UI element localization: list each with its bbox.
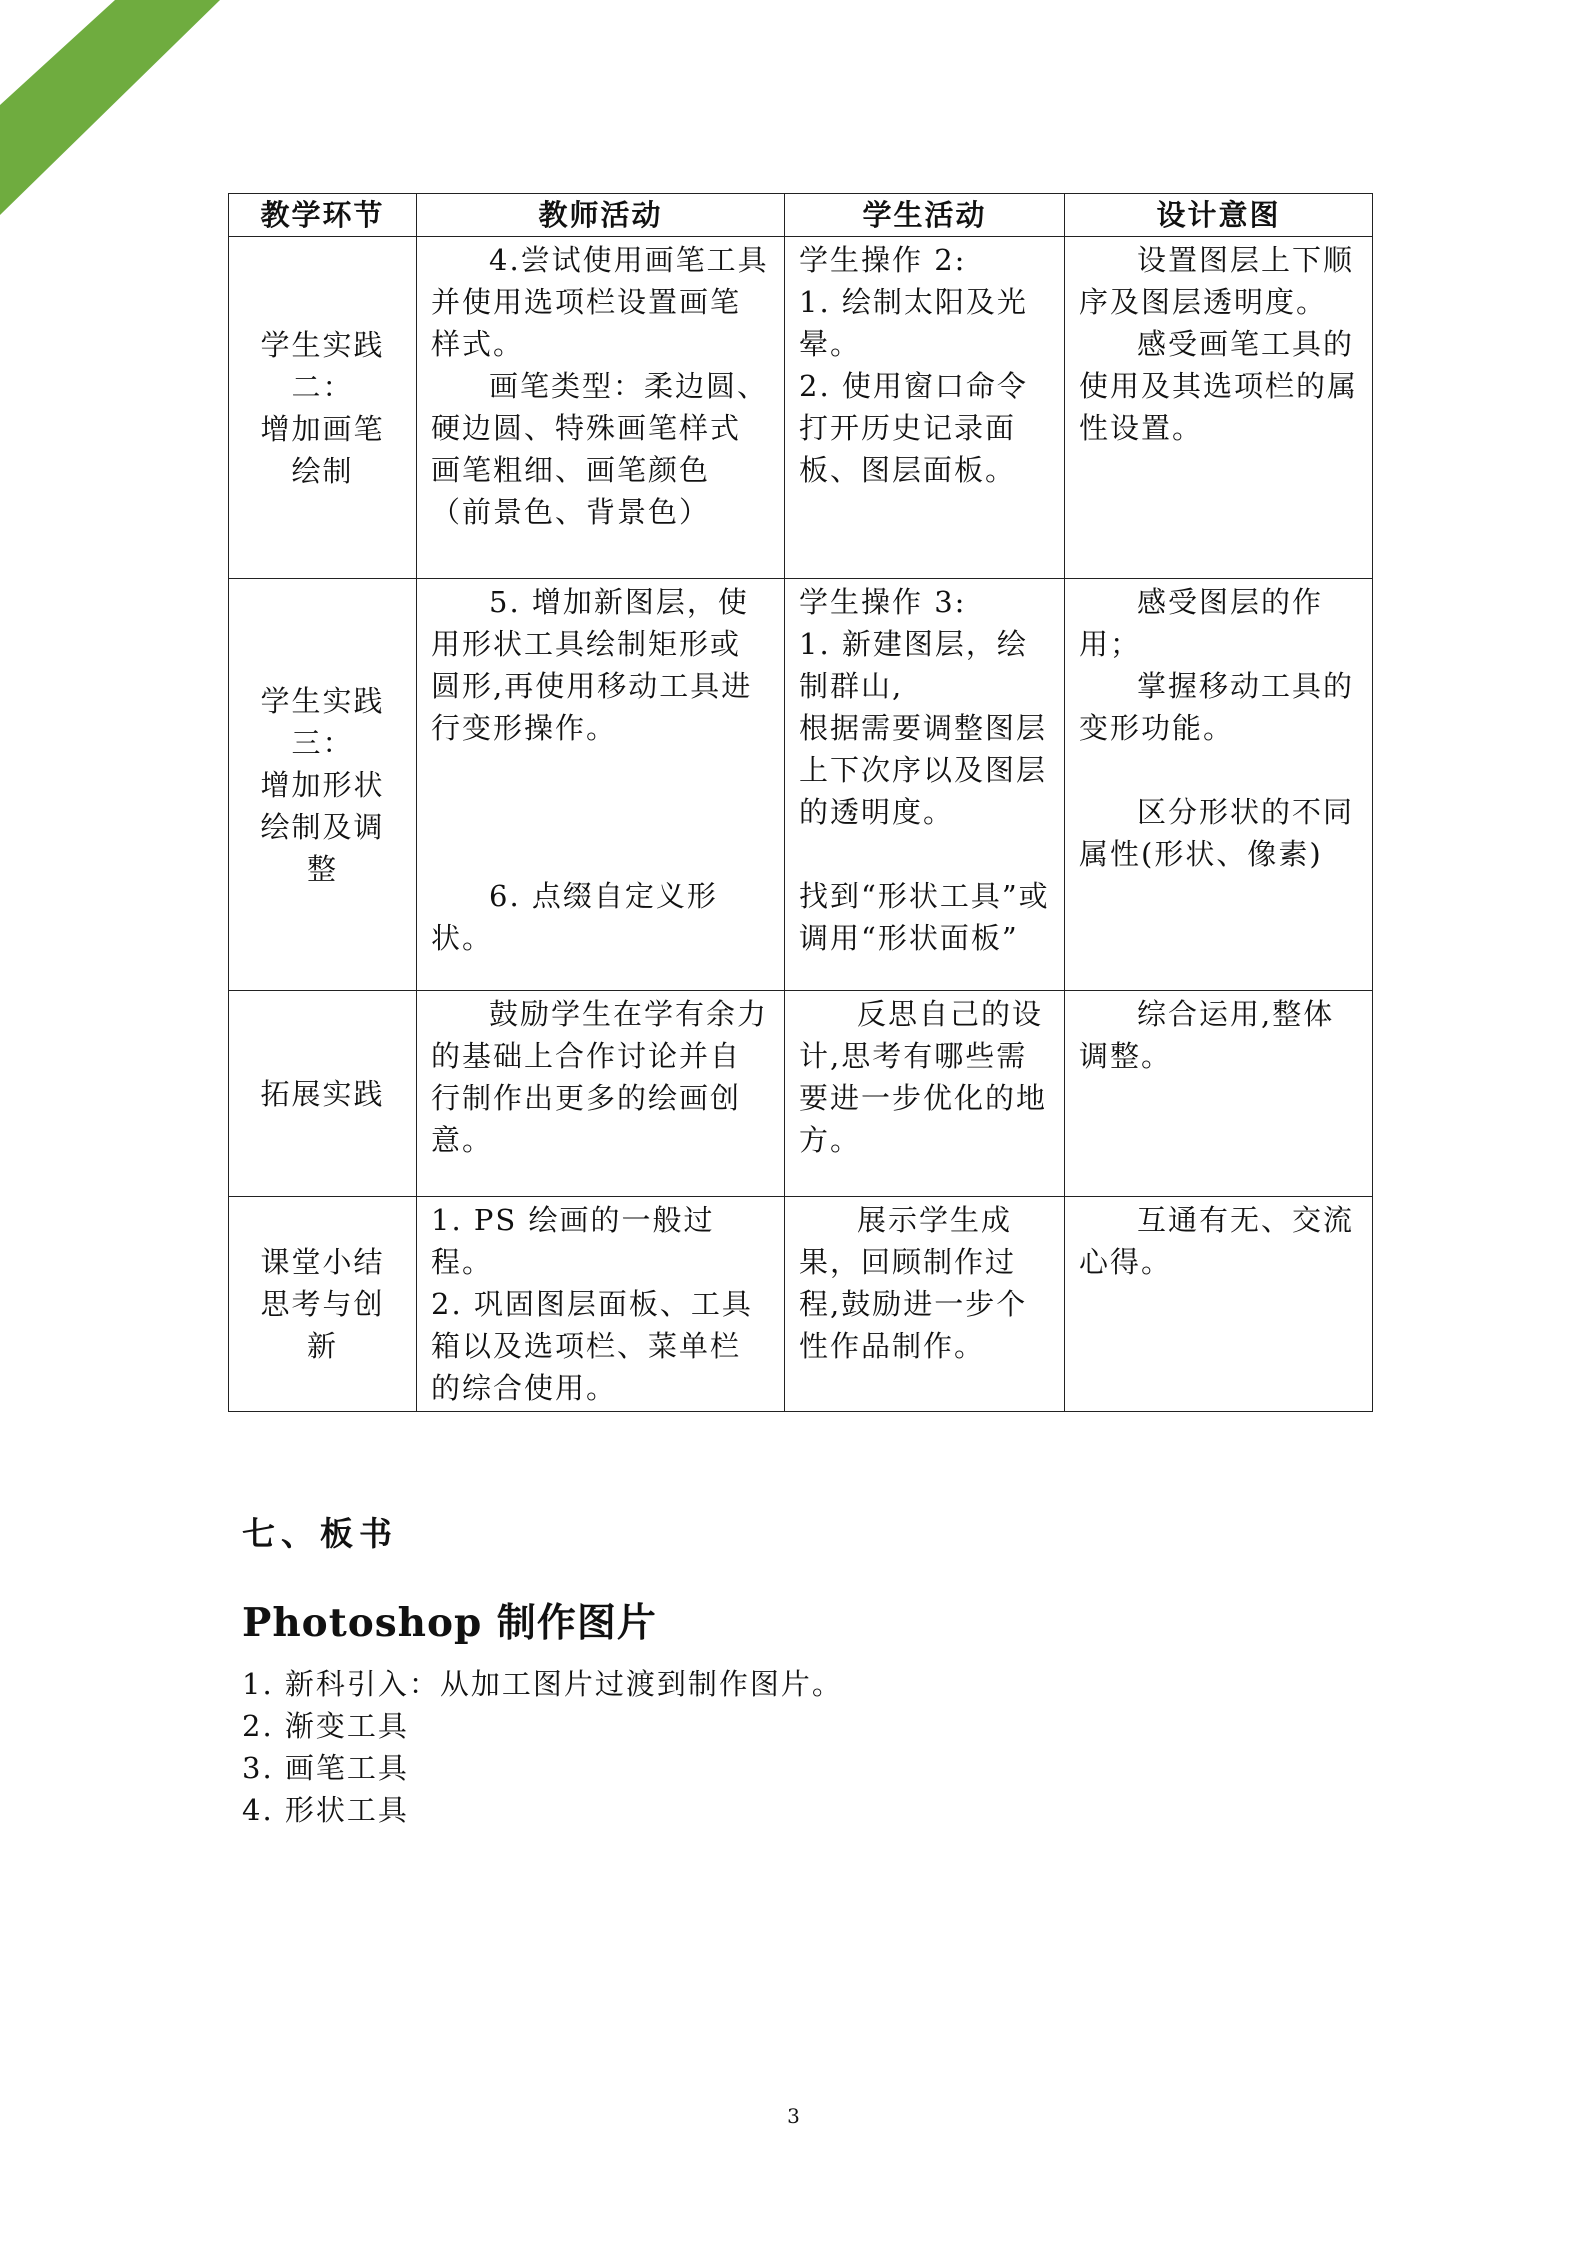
paragraph-spacer	[799, 833, 1050, 875]
cell-paragraph: 掌握移动工具的变形功能。	[1079, 669, 1355, 745]
board-item: 4. 形状工具	[242, 1793, 409, 1827]
stage-line: 绘制及调	[260, 809, 385, 844]
header-stage: 教学环节	[229, 194, 417, 237]
cell-paragraph: 展示学生成果，回顾制作过程,鼓励进一步个性作品制作。	[799, 1203, 1028, 1363]
header-student-activity: 学生活动	[785, 194, 1065, 237]
teacher-activity-cell	[417, 579, 785, 991]
student-activity-cell	[785, 579, 1065, 991]
cell-paragraph: 感受图层的作用；	[1079, 585, 1324, 661]
stage-line: 绘制	[291, 453, 354, 488]
cell-paragraph: 1. PS 绘画的一般过程。	[431, 1203, 715, 1279]
header-design-intent: 设计意图	[1065, 194, 1373, 237]
stage-line: 拓展实践	[260, 1076, 385, 1111]
stage-cell	[229, 991, 417, 1197]
cell-paragraph: 反思自己的设计,思考有哪些需要进一步优化的地方。	[799, 997, 1048, 1157]
table-row	[229, 1197, 1373, 1412]
design-intent-cell	[1065, 991, 1373, 1197]
cell-paragraph: 区分形状的不同属性(形状、像素)	[1079, 795, 1355, 871]
stage-line: 学生实践	[260, 327, 385, 362]
stage-line: 思考与创	[260, 1287, 385, 1321]
table-header-row	[229, 194, 1373, 237]
corner-decoration	[0, 0, 220, 215]
board-item: 3. 画笔工具	[242, 1751, 409, 1785]
board-list	[242, 1663, 843, 1831]
cell-paragraph: 找到“形状工具”或调用“形状面板”	[799, 879, 1050, 955]
stage-line: 二：	[291, 369, 354, 404]
lesson-plan-table	[228, 193, 1373, 1412]
cell-paragraph: 学生操作 3:	[799, 585, 967, 619]
stage-line: 增加画笔	[260, 411, 385, 446]
stage-line: 学生实践	[260, 683, 385, 718]
teacher-activity-cell	[417, 991, 785, 1197]
stage-line: 新	[306, 1329, 338, 1363]
stage-line: 三：	[291, 725, 354, 760]
table-row	[229, 579, 1373, 991]
paragraph-spacer	[1079, 749, 1358, 791]
cell-paragraph: 4.尝试使用画笔工具并使用选项栏设置画笔样式。	[431, 243, 769, 361]
board-item: 2. 渐变工具	[242, 1709, 409, 1743]
cell-paragraph: 感受画笔工具的使用及其选项栏的属性设置。	[1079, 327, 1359, 445]
student-activity-cell	[785, 237, 1065, 579]
page-number: 3	[787, 2104, 800, 2128]
cell-paragraph: 综合运用,整体调整。	[1079, 997, 1335, 1073]
stage-cell	[229, 579, 417, 991]
cell-paragraph: 互通有无、交流心得。	[1079, 1203, 1355, 1279]
table-row	[229, 991, 1373, 1197]
cell-paragraph: 画笔类型：柔边圆、硬边圆、特殊画笔样式画笔粗细、画笔颜色（前景色、背景色）	[431, 369, 769, 529]
cell-paragraph: 2. 巩固图层面板、工具箱以及选项栏、菜单栏的综合使用。	[431, 1287, 753, 1405]
student-activity-cell	[785, 1197, 1065, 1412]
board-item: 1. 新科引入：从加工图片过渡到制作图片。	[242, 1667, 843, 1701]
section-heading: 七、板书	[242, 1514, 398, 1553]
cell-paragraph: 1. 新建图层，绘制群山,	[799, 627, 1028, 703]
cell-paragraph: 2. 使用窗口命令打开历史记录面板、图层面板。	[799, 369, 1028, 487]
design-intent-cell	[1065, 237, 1373, 579]
stage-line: 增加形状	[260, 767, 385, 802]
table-row	[229, 237, 1373, 579]
teacher-activity-cell	[417, 1197, 785, 1412]
cell-paragraph: 设置图层上下顺序及图层透明度。	[1079, 243, 1355, 319]
stage-line: 课堂小结	[260, 1245, 385, 1279]
teacher-activity-cell	[417, 237, 785, 579]
student-activity-cell	[785, 991, 1065, 1197]
cell-paragraph: 鼓励学生在学有余力的基础上合作讨论并自行制作出更多的绘画创意。	[431, 997, 769, 1157]
cell-paragraph: 学生操作 2:	[799, 243, 967, 277]
board-title: Photoshop 制作图片	[242, 1600, 657, 1646]
design-intent-cell	[1065, 579, 1373, 991]
cell-paragraph: 1. 绘制太阳及光晕。	[799, 285, 1028, 361]
cell-paragraph: 6. 点缀自定义形状。	[431, 879, 718, 955]
stage-line: 整	[306, 851, 338, 886]
stage-cell	[229, 1197, 417, 1412]
cell-paragraph: 5. 增加新图层，使用形状工具绘制矩形或圆形,再使用移动工具进行变形操作。	[431, 585, 753, 745]
paragraph-spacer	[431, 749, 770, 875]
header-teacher-activity: 教师活动	[417, 194, 785, 237]
stage-cell	[229, 237, 417, 579]
design-intent-cell	[1065, 1197, 1373, 1412]
cell-paragraph: 根据需要调整图层上下次序以及图层的透明度。	[799, 711, 1048, 829]
